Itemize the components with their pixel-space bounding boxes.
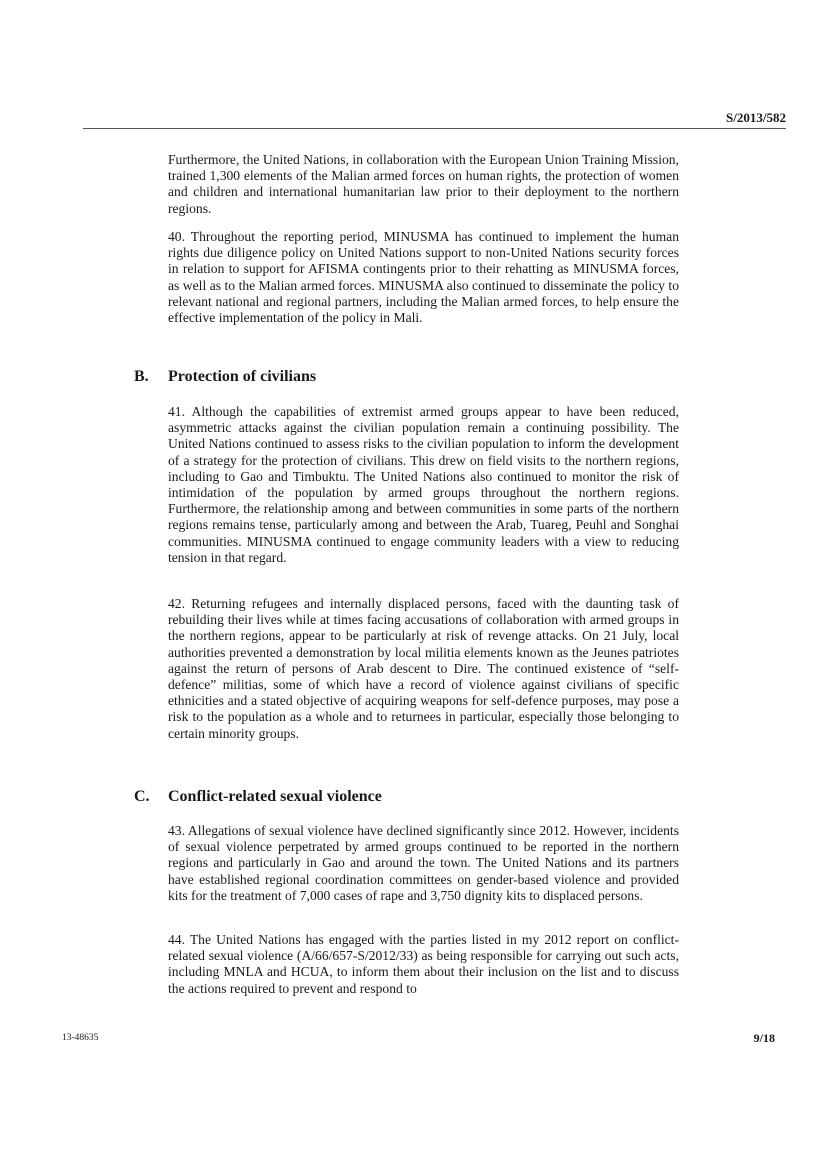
section-title: Protection of civilians <box>168 368 317 385</box>
paragraph-text: 42. Returning refugees and internally displaced persons, faced with the daunting task of rebuilding their lives while at times facing accusations of collaboration with armed groups in the northern regions, appear to be particularly at risk of revenge attacks. On 21 July, local authorities prevented a demonstration by local militia elements known as the Jeunes patriotes against the return of persons of Arab descent to Dire. The continued existence of “self-defence” militias, some of which have a record of violence against civilians of specific ethnicities and a stated objective of acquiring weapons for self-defence purposes, may pose a risk to the population as a whole and to returnees in particular, especially those belonging to certain minority groups. <box>168 596 679 741</box>
paragraph-text: 44. The United Nations has engaged with the parties listed in my 2012 report on conflict-related sexual violence (A/66/657-S/2012/33) as being responsible for carrying out such acts, including MNLA and HCUA, to inform them about their inclusion on the list and to discuss the actions required to prevent and respond to <box>168 932 679 996</box>
paragraph-44 <box>168 932 679 997</box>
paragraph-text: 40. Throughout the reporting period, MINUSMA has continued to implement the human rights due diligence policy on United Nations support to non-United Nations security forces in relation to support for AFISMA contingents prior to their rehatting as MINUSMA forces, as well as to the Malian armed forces. MINUSMA also continued to disseminate the policy to relevant national and regional partners, including the Malian armed forces, to help ensure the effective implementation of the policy in Mali. <box>168 229 679 326</box>
section-heading-b <box>134 368 316 386</box>
document-number: 13-48635 <box>62 1033 99 1043</box>
page-number: 9/18 <box>753 1031 775 1045</box>
section-heading-c <box>134 788 382 806</box>
paragraph-continued <box>168 152 679 217</box>
header-rule <box>83 128 786 129</box>
section-title: Conflict-related sexual violence <box>168 788 382 805</box>
paragraph-text: 41. Although the capabilities of extremist armed groups appear to have been reduced, asymmetric attacks against the civilian population remain a continuing possibility. The United Nations continued to assess risks to the civilian population to inform the development of a strategy for the protection of civilians. This drew on field visits to the northern regions, including to Gao and Timbuktu. The United Nations also continued to monitor the risk of intimidation of the population by armed groups throughout the northern regions. Furthermore, the relationship among and between communities in some parts of the northern regions remains tense, particularly among and between the Arab, Tuareg, Peuhl and Songhai communities. MINUSMA continued to engage community leaders with a view to reducing tension in that regard. <box>168 404 679 565</box>
paragraph-41 <box>168 404 679 566</box>
paragraph-text: 43. Allegations of sexual violence have declined significantly since 2012. However, incidents of sexual violence perpetrated by armed groups continued to be reported in the northern regions and particularly in Gao and around the town. The United Nations and its partners have established regional coordination committees on gender-based violence and provided kits for the treatment of 7,000 cases of rape and 3,750 dignity kits to displaced persons. <box>168 823 679 903</box>
section-letter: C. <box>134 788 150 805</box>
document-symbol: S/2013/582 <box>726 110 786 125</box>
paragraph-42 <box>168 596 679 742</box>
paragraph-43 <box>168 823 679 904</box>
paragraph-text: Furthermore, the United Nations, in collaboration with the European Union Training Mission, trained 1,300 elements of the Malian armed forces on human rights, the protection of women and children and international humanitarian law prior to their deployment to the northern regions. <box>168 152 679 216</box>
section-letter: B. <box>134 368 149 385</box>
paragraph-40 <box>168 229 679 326</box>
